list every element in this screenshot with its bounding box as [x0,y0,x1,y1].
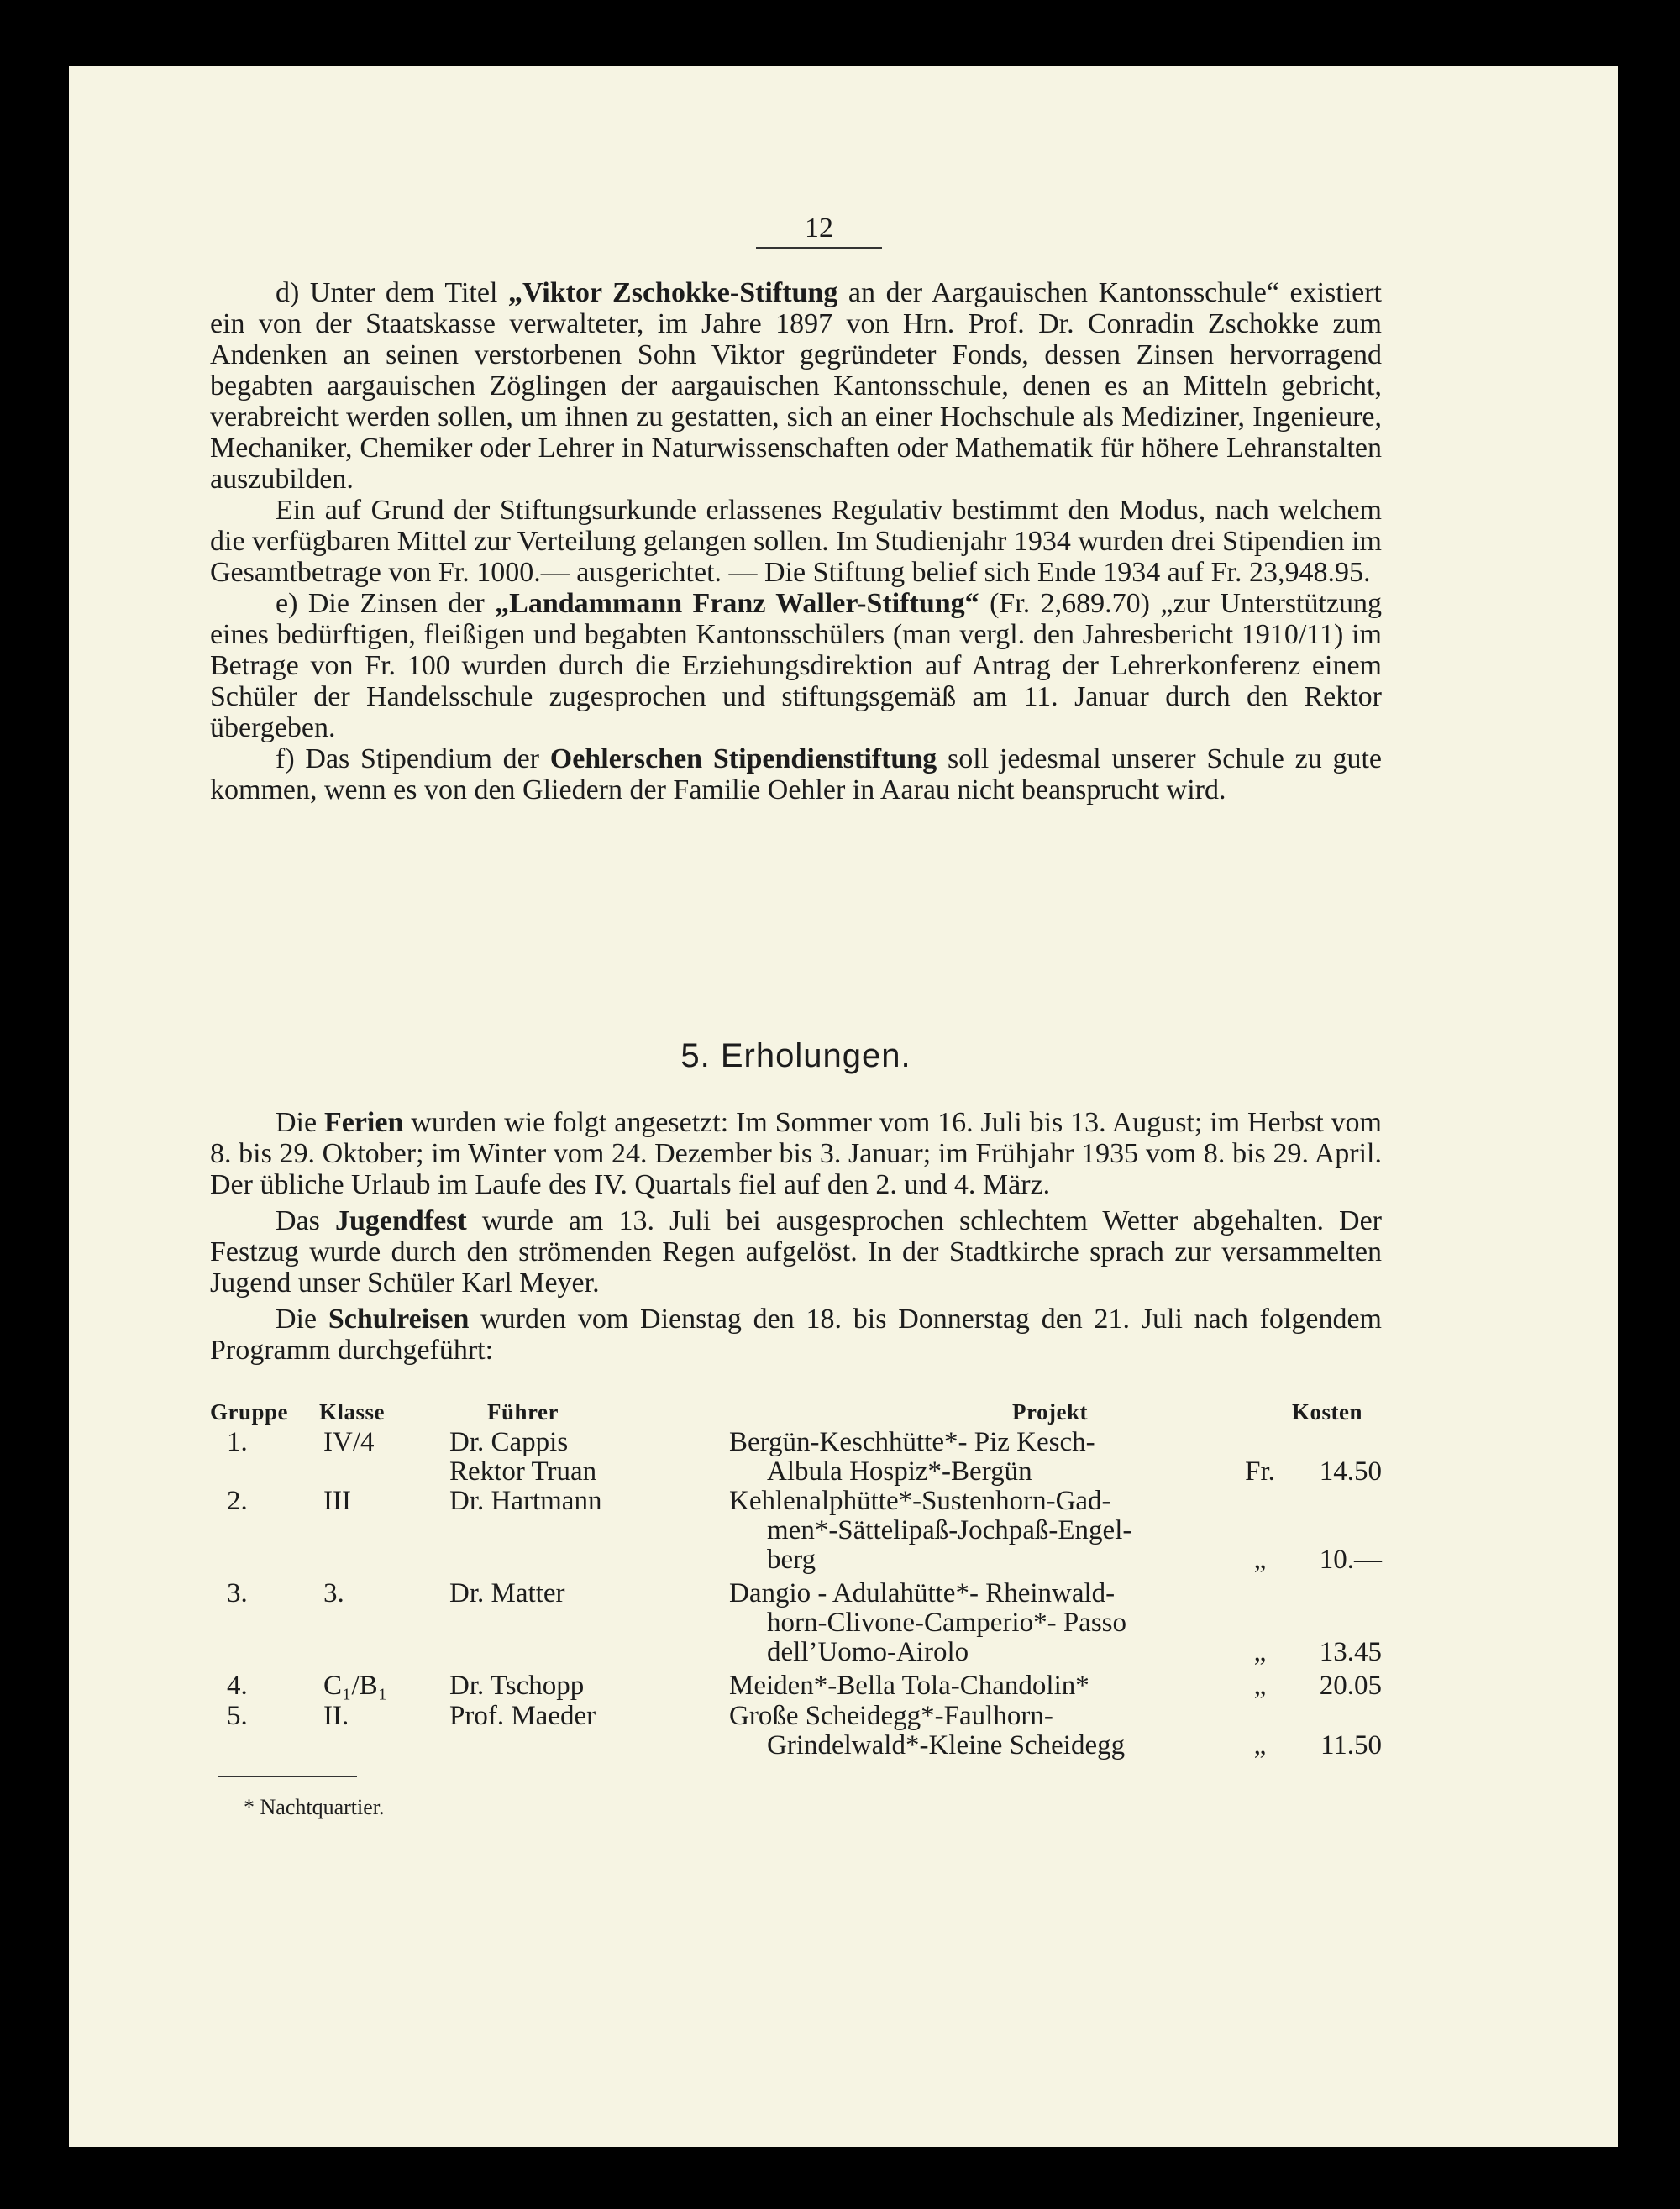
cell-amount: 10.— [1319,1545,1382,1575]
cell-project: Kehlenalphütte*-Sustenhorn-Gad- men*-Sättelipaß-Jochpaß-Engel- berg [729,1486,1132,1575]
schulreisen-table [210,1396,1382,1762]
table-header [210,1396,1382,1428]
cell-currency: Fr. [1245,1456,1275,1487]
page-number: 12 [805,213,833,244]
cell-group: 1. [227,1427,248,1457]
cell-leaders: Dr. Tschopp [449,1671,585,1701]
table-row [210,1702,1382,1762]
cell-currency: „ [1253,1637,1267,1667]
paragraph-oehler: f) Das Stipendium der Oehlerschen Stipendienstiftung soll jedesmal unserer Schule zu gute kommen, wenn es von den Gliedern der Familie Oehler in Aarau nicht beansprucht wird. [210,743,1382,805]
cell-leaders: Prof. Maeder [449,1701,596,1731]
stiftungen-section [210,277,1382,805]
cell-project: Dangio - Adulahütte*- Rheinwald- horn-Clivone-Camperio*- Passo dell’Uomo-Airolo [729,1578,1127,1667]
paragraph-schulreisen: Die Schulreisen wurden vom Dienstag den 18. bis Donnerstag den 21. Juli nach folgendem Programm durchgeführt: [210,1304,1383,1366]
cell-leaders: Dr. Hartmann [449,1486,602,1516]
cell-project: Große Scheidegg*-Faulhorn- Grindelwald*-Kleine Scheidegg [729,1701,1126,1760]
cell-class: II. [323,1701,349,1731]
table-row [210,1671,1382,1702]
table-row [210,1487,1382,1579]
cell-class: III [323,1486,351,1516]
header-kosten: Kosten [1292,1399,1362,1425]
cell-leaders: Dr. Cappis Rektor Truan [449,1427,597,1487]
header-klasse: Klasse [319,1399,386,1425]
header-fuehrer: Führer [487,1399,559,1425]
erholungen-section [210,1107,1382,1366]
cell-project: Meiden*-Bella Tola-Chandolin* [729,1671,1089,1701]
footnote-rule [218,1776,357,1777]
cell-group: 5. [227,1701,248,1731]
page-number-rule [756,247,882,249]
table-row [210,1579,1382,1671]
header-projekt: Projekt [1012,1399,1088,1425]
paragraph-waller: e) Die Zinsen der „Landammann Franz Waller-Stiftung“ (Fr. 2,689.70) „zur Unterstützung eines bedürftigen, fleißigen und begabten Kantonsschülers (man vergl. den Jahresbericht 1910/11) im Betrage von Fr. 100 wurden durch die Erziehungsdirektion auf Antrag der Lehrerkonferenz einem Schüler der Handelsschule zugesprochen und stiftungsgemäß am 11. Januar durch den Rektor übergeben. [210,588,1382,743]
cell-group: 4. [227,1671,248,1701]
cell-class: C₁/B₁ [323,1671,388,1701]
cell-class: 3. [323,1578,344,1608]
table-row [210,1428,1382,1487]
cell-currency: „ [1253,1730,1267,1760]
cell-group: 3. [227,1578,248,1608]
cell-project: Bergün-Keschhütte*- Piz Kesch- Albula Hospiz*-Bergün [729,1427,1095,1487]
cell-currency: „ [1253,1671,1267,1701]
cell-class: IV/4 [323,1427,375,1457]
cell-amount: 13.45 [1319,1637,1382,1667]
paragraph-regulativ: Ein auf Grund der Stiftungsurkunde erlassenes Regulativ bestimmt den Modus, nach welchem die verfügbaren Mittel zur Verteilung gelangen sollen. Im Studienjahr 1934 wurden drei Stipendien im Gesamtbetrage von Fr. 1000.— ausgerichtet. — Die Stiftung belief sich Ende 1934 auf Fr. 23,948.95. [210,495,1382,588]
paragraph-zschokke: d) Unter dem Titel „Viktor Zschokke-Stiftung an der Aargauischen Kantonsschule“ existiert ein von der Staatskasse verwalteter, im Jahre 1897 von Hrn. Prof. Dr. Conradin Zschokke zum Andenken an seinen verstorbenen Sohn Viktor gegründeter Fonds, dessen Zinsen hervorragend begabten aargauischen Zöglingen der aargauischen Kantonsschule, denen es an Mitteln gebricht, verabreicht werden sollen, um ihnen zu gestatten, sich an einer Hochschule als Mediziner, Ingenieure, Mechaniker, Chemiker oder Lehrer in Naturwissenschaften oder Mathematik für höhere Lehranstalten auszubilden. [210,277,1382,495]
cell-amount: 11.50 [1320,1730,1382,1760]
section-heading: 5. Erholungen. [680,1037,911,1074]
paragraph-jugendfest: Das Jugendfest wurde am 13. Juli bei ausgesprochen schlechtem Wetter abgehalten. Der Festzug wurde durch den strömenden Regen aufgelöst. In der Stadtkirche sprach zur versammelten Jugend unser Schüler Karl Meyer. [210,1205,1382,1299]
cell-leaders: Dr. Matter [449,1578,565,1608]
cell-amount: 20.05 [1319,1671,1382,1701]
footnote: * Nachtquartier. [244,1795,385,1819]
cell-amount: 14.50 [1319,1456,1382,1487]
paragraph-ferien: Die Ferien wurden wie folgt angesetzt: Im Sommer vom 16. Juli bis 13. August; im Herbst vom 8. bis 29. Oktober; im Winter vom 24. Dezember bis 3. Januar; im Frühjahr 1935 vom 8. bis 29. April. Der übliche Urlaub im Laufe des IV. Quartals fiel auf den 2. und 4. März. [210,1107,1382,1200]
cell-currency: „ [1253,1545,1267,1575]
header-gruppe: Gruppe [210,1399,289,1425]
cell-group: 2. [227,1486,248,1516]
